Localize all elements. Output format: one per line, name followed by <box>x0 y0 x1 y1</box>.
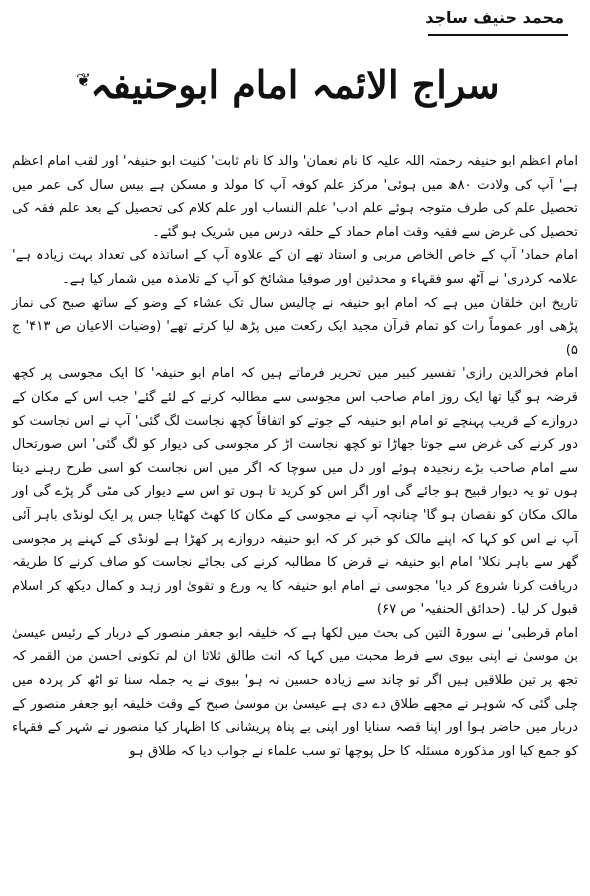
paragraph: تاریخ ابن خلقان میں ہے کہ امام ابو حنیفہ نے چالیس سال تک عشاء کے وضو کے ساتھ صبح کی نماز پڑھی اور عموماً رات کو تمام قرآن مجید ایک رکعت میں پڑھ لیا کرتے تھے' (وضیات الاعیان ص ۴۱۳' ج ۵) <box>12 295 578 358</box>
author-underline <box>428 34 568 36</box>
paragraph: امام اعظم ابو حنیفہ رحمتہ اللہ علیہ کا نام نعمان' والد کا نام ثابت' کنیت ابو حنیفہ' اور لقب امام اعظم ہے' آپ کی ولادت ۸۰ھ میں ہوئی' مرکز علم کوفہ آپ کا مولد و مسکن ہے بیس سال کی عمر میں تحصیل علم کی طرف متوجہ ہوئے علم ادب' علم النساب اور علم کلام کی تحصیل کے بعد علم فقہ کی تحصیل کی غرض سے فقیہ وقت امام حماد کے حلقہ درس میں شریک ہو گئے۔ <box>12 154 578 240</box>
paragraph: امام قرطبی' نے سورۃ التین کی بحث میں لکھا ہے کہ خلیفہ ابو جعفر منصور کے دربار کے رئیس عیسیٰ بن موسیٰ نے اپنی بیوی سے فرط محبت میں کہا کہ انت طالق ثلاثا ان لم تکونی احسن من القمر کہ تجھ پر تین طلاقیں ہیں اگر تو چاند سے زیادہ حسین نہ ہو' بیوی نے یہ جملہ سنا تو اٹھ کر پردہ میں چلی گئی کہ شوہر نے مجھے طلاق دے دی ہے عیسیٰ بن موسیٰ صبح کے وقت خلیفہ ابو جعفر منصور کے دربار میں حاضر ہوا اور اپنا قصہ سنایا اور اپنی بے پناہ پریشانی کا اظہار کیا منصور نے شہر کے فقہاء کو جمع کیا اور مذکورہ مسئلہ کا حل پوچھا تو سب علماء نے جواب دیا کہ طلاق ہو <box>12 625 578 759</box>
paragraph: امام فخرالدین رازی' تفسیر کبیر میں تحریر فرماتے ہیں کہ امام ابو حنیفہ' کا ایک مجوسی پر کچھ قرضہ ہو گیا تھا ایک روز امام صاحب اس مجوسی سے مطالبہ کرنے کے لئے گئے' جب اس کے مکان کے دروازے کے قریب پہنچے تو امام ابو حنیفہ کے جوتے کو اتفاقاً کچھ نجاست لگ گئی' آپ نے اس نجاست کو دور کرنے کی غرض سے جوتا جھاڑا تو کچھ نجاست اڑ کر مجوسی کی دیوار کو لگ گئی' اس صورتحال سے امام صاحب بڑے رنجیدہ ہوئے اور دل میں سوچا کہ اگر میں اس نجاست کو اسی طرح رہنے دیتا ہوں تو یہ دیوار قبیح ہو جائے گی اور اگر اس کو کرید تا ہوں تو اس سے دیوار کی مٹی گر پڑے گی اور مالک مکان کو نقصان ہو گا' چنانچہ آپ نے مجوسی کے مکان کا کھٹ کھٹایا جس پر ایک لونڈی باہر آئی آپ نے اس کو کہا کہ اپنے مالک کو خبر کر کہ ابو حنیفہ دروازے پر کھڑا ہے لونڈی کے کہنے پر مجوسی گھر سے باہر نکلا' امام ابو حنیفہ نے قرض کا مطالبہ کرنے کی بجائے نجاست کو صاف کرنے کا طریقہ دریافت کرنا شروع کر دیا' مجوسی نے امام ابو حنیفہ کا یہ ورع و تقویٰ اور زہد و کمال دیکھ کر اسلام قبول کر لیا۔ (حدائق الحنفیہ' ص ۶۷) <box>12 366 578 618</box>
title-ornament-icon: ❦ <box>76 70 92 91</box>
article-body <box>12 150 578 763</box>
paragraph: امام حماد' آپ کے خاص الخاص مربی و استاد تھے ان کے علاوہ آپ کے اساتذہ کی تعداد بہت زیادہ ہے' علامہ کردری' نے آٹھ سو فقہاء و محدثین اور صوفیا مشائخ کو آپ کے تلامذہ میں شمار کیا ہے۔ <box>12 248 578 287</box>
article-title: سراج الائمہ امام ابوحنیفہ <box>90 62 500 107</box>
author-name: محمد حنیف ساجد <box>425 8 564 27</box>
